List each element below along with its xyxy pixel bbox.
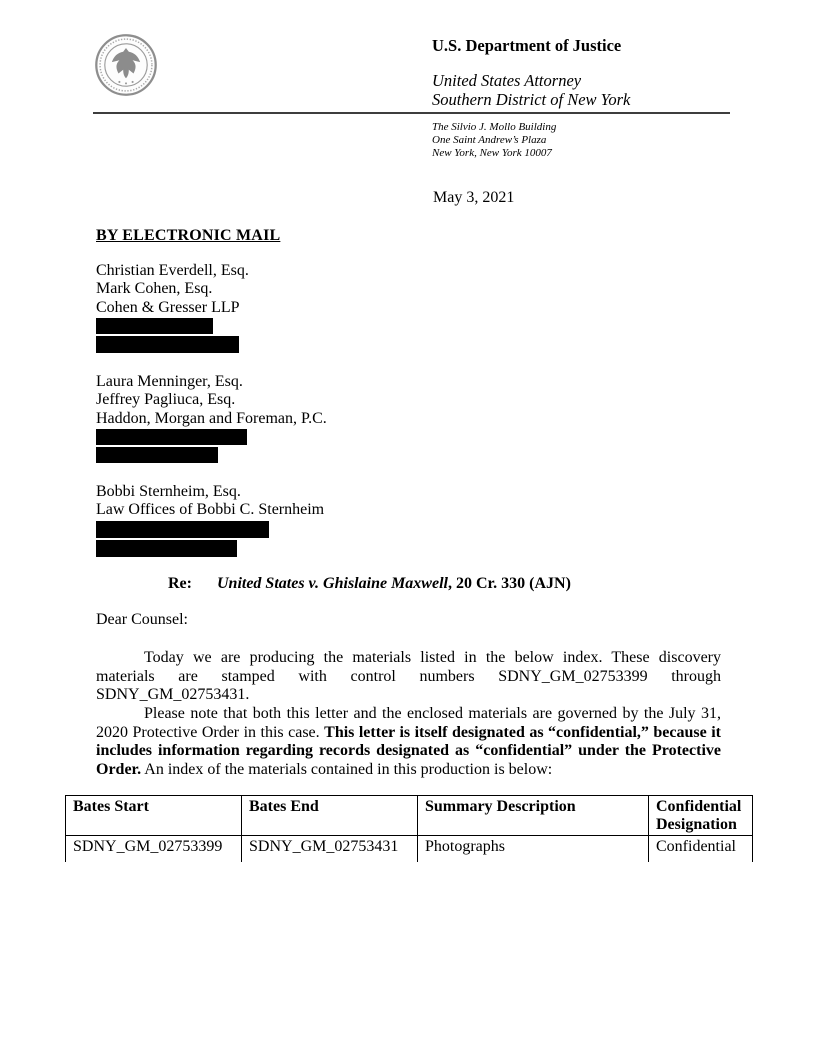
confidential-notice: This letter is itself designated as “confidential,” because it includes information regarding records designated as “confidential” under the Protective Order. (96, 723, 721, 778)
recipient-block-3 (96, 483, 324, 557)
redaction-bar (96, 447, 218, 463)
cell-bates-start: SDNY_GM_02753399 (66, 836, 242, 863)
redaction-bar (96, 429, 247, 445)
case-name: United States v. Ghislaine Maxwell (216, 575, 448, 592)
recipient-name: Mark Cohen, Esq. (96, 280, 213, 298)
header-bates-end: Bates End (242, 796, 418, 836)
recipient-name: Bobbi Sternheim, Esq. (96, 483, 241, 500)
salutation: Dear Counsel: (96, 611, 188, 628)
paragraph-protective-order (96, 705, 721, 779)
cell-bates-end: SDNY_GM_02753431 (242, 836, 418, 863)
paragraph-production: Today we are producing the materials listed in the below index. These discovery materials are stamped with control numbers SDNY_GM_02753399 through SDNY_GM_02753431. (96, 649, 721, 704)
office-line: United States Attorney (432, 71, 582, 90)
address-building: The Silvio J. Mollo Building (432, 121, 557, 133)
letter-date: May 3, 2021 (433, 189, 515, 206)
table-header-row (66, 796, 753, 836)
address-street: One Saint Andrew’s Plaza (432, 134, 547, 146)
doj-seal-icon (93, 32, 159, 98)
office-title (432, 71, 630, 109)
paragraph-text: An index of the materials contained in this production is below: (141, 760, 553, 778)
paragraph-text: Please note that both this letter and the enclosed materials are governed by the July 31, 2020 Protective Order in this case. (96, 705, 721, 741)
office-address (432, 121, 556, 160)
cell-summary-description: Photographs (418, 836, 649, 863)
recipient-block-1 (96, 262, 249, 353)
cell-confidential-designation: Confidential (649, 836, 753, 863)
address-city: New York, New York 10007 (432, 147, 552, 159)
redaction-bar (96, 318, 213, 334)
table-row (66, 836, 753, 863)
recipient-name: Christian Everdell, Esq. (96, 262, 249, 279)
recipient-firm: Cohen & Gresser LLP (96, 298, 240, 316)
delivery-method: BY ELECTRONIC MAIL (96, 227, 281, 244)
redaction-bar (96, 521, 269, 538)
recipient-firm: Law Offices of Bobbi C. Sternheim (96, 501, 325, 519)
agency-title: U.S. Department of Justice (432, 36, 622, 55)
case-number: , 20 Cr. 330 (AJN) (447, 575, 571, 592)
recipient-name: Jeffrey Pagliuca, Esq. (96, 391, 236, 409)
re-line (168, 575, 571, 593)
header-confidential-designation: Confidential Designation (649, 796, 753, 836)
recipient-name: Laura Menninger, Esq. (96, 373, 243, 390)
redaction-bar (96, 336, 239, 353)
redaction-bar (96, 540, 237, 557)
letterhead-divider (93, 112, 730, 114)
re-label: Re: (168, 575, 192, 592)
header-summary-description: Summary Description (418, 796, 649, 836)
production-index-table (65, 795, 753, 862)
district-line: Southern District of New York (432, 90, 631, 109)
recipient-firm: Haddon, Morgan and Foreman, P.C. (96, 409, 327, 427)
recipient-block-2 (96, 373, 327, 463)
header-bates-start: Bates Start (66, 796, 242, 836)
